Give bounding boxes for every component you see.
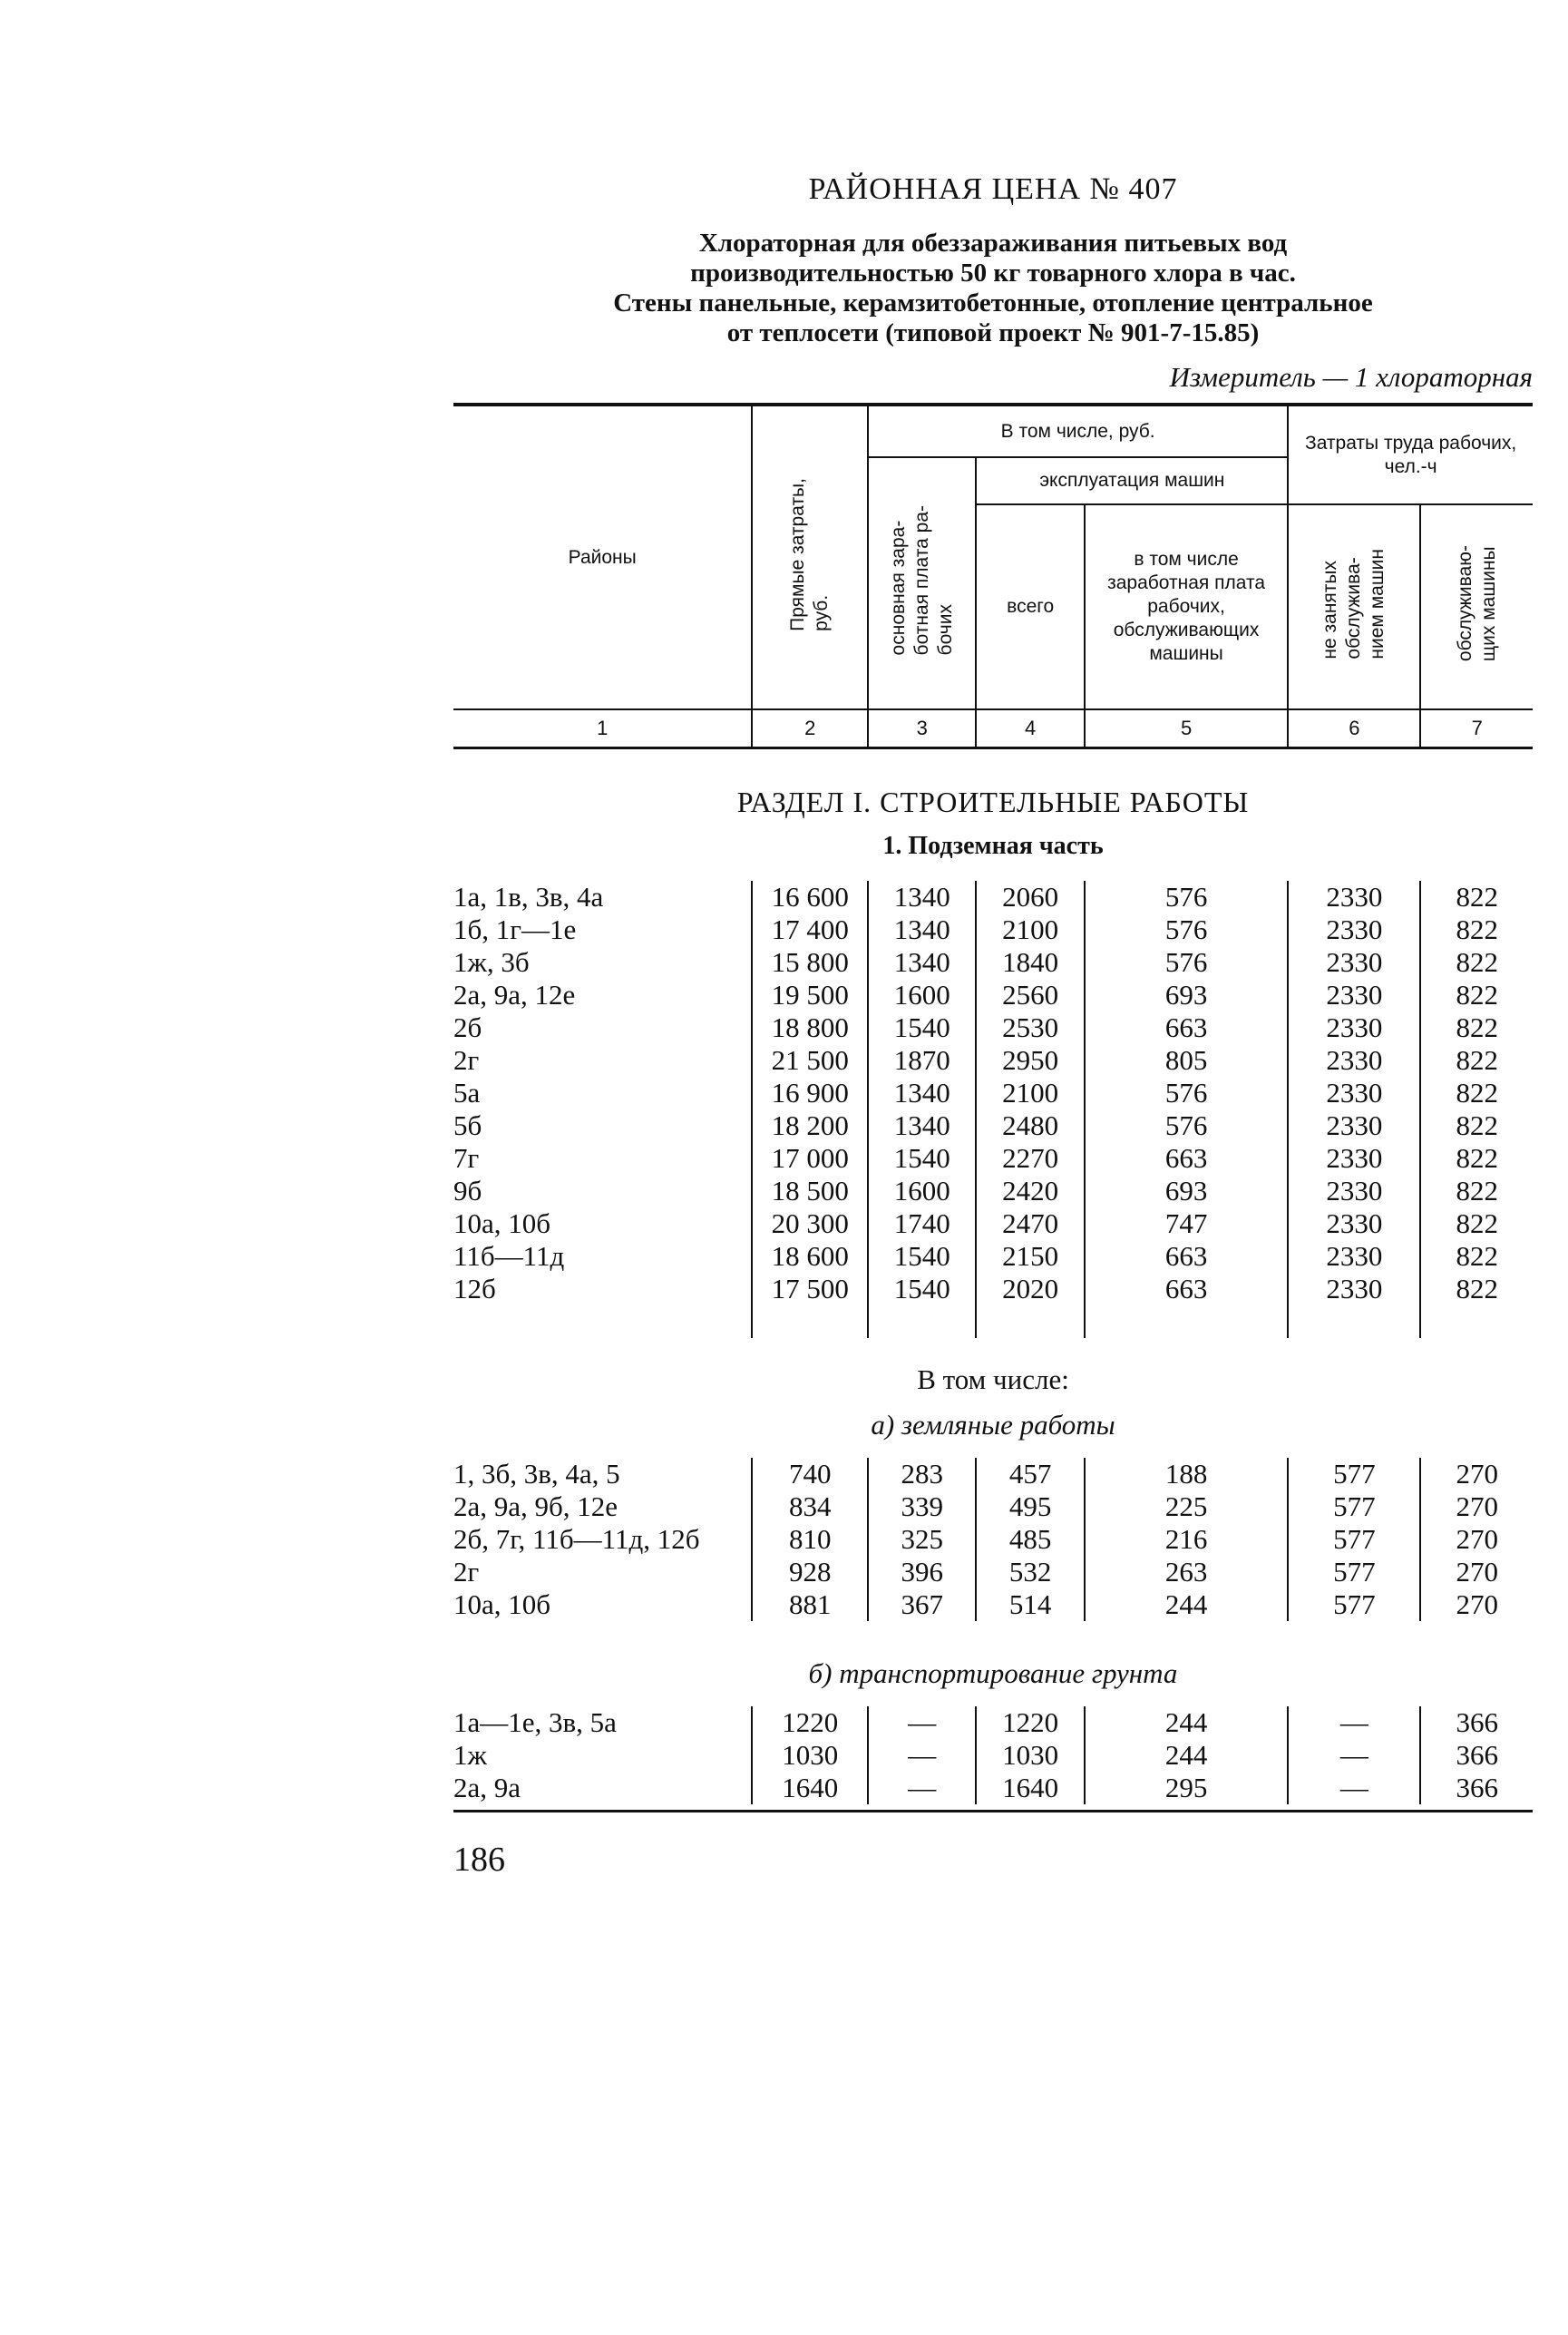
page-number: 186 [453,1841,505,1879]
value-cell: 366 [1420,1739,1533,1772]
value-cell: 576 [1085,913,1288,946]
value-cell: 2480 [976,1109,1084,1142]
table-row [453,913,1533,946]
value-cell: 1840 [976,946,1084,979]
value-cell: 1740 [868,1207,976,1240]
value-cell: 339 [868,1490,976,1523]
region-cell: 1б, 1г—1е [453,913,577,945]
header-labor-costs: Затраты труда рабочих, чел.-ч [1288,406,1533,504]
value-cell: — [868,1706,976,1739]
value-cell: 2530 [976,1011,1084,1044]
value-cell: 1340 [868,1109,976,1142]
value-cell: 2330 [1288,1240,1420,1273]
region-cell: 1ж, 3б [453,946,530,978]
value-cell: 576 [1085,946,1288,979]
col-number: 2 [752,709,868,748]
value-cell: 1540 [868,1240,976,1273]
value-cell: 2020 [976,1273,1084,1305]
value-cell: — [1288,1772,1420,1804]
value-cell: 822 [1420,1175,1533,1207]
table-row [453,1273,1533,1305]
value-cell: 2100 [976,913,1084,946]
value-cell: 693 [1085,979,1288,1011]
value-cell: 822 [1420,1142,1533,1175]
header-basic-wages: основная зара- ботная плата ра- бочих [868,457,976,709]
region-cell: 1а, 1в, 3в, 4а [453,881,604,913]
value-cell: 244 [1085,1739,1288,1772]
table-row [453,1240,1533,1273]
value-cell: 822 [1420,881,1533,913]
value-cell: 18 600 [752,1240,868,1273]
value-cell: 576 [1085,1077,1288,1109]
value-cell: 225 [1085,1490,1288,1523]
value-cell: 693 [1085,1175,1288,1207]
value-cell: 822 [1420,1207,1533,1240]
section-title: РАЗДЕЛ I. СТРОИТЕЛЬНЫЕ РАБОТЫ [736,786,1250,818]
table-row [453,1207,1533,1240]
table-row [453,979,1533,1011]
value-cell: 2060 [976,881,1084,913]
value-cell: 15 800 [752,946,868,979]
meter-unit: Измеритель — 1 хлораторная [1169,361,1533,393]
value-cell: 822 [1420,913,1533,946]
value-cell: 822 [1420,1044,1533,1077]
table-row [453,1175,1533,1207]
table-row [453,881,1533,913]
value-cell: 270 [1420,1490,1533,1523]
table-row [453,1588,1533,1621]
value-cell: 822 [1420,1240,1533,1273]
table-row [453,1772,1533,1804]
value-cell: 822 [1420,979,1533,1011]
table-row [453,1523,1533,1556]
value-cell: 2330 [1288,1109,1420,1142]
description-line: производительностью 50 кг товарного хлора в час. [690,259,1296,288]
region-cell: 2а, 9а, 12е [453,979,576,1011]
earthworks-table [453,1458,1533,1621]
value-cell: 822 [1420,946,1533,979]
value-cell: 577 [1288,1458,1420,1490]
value-cell: 20 300 [752,1207,868,1240]
value-cell: 2330 [1288,946,1420,979]
table-row [453,1011,1533,1044]
region-cell: 1а—1е, 3в, 5а [453,1706,617,1738]
value-cell: — [1288,1739,1420,1772]
value-cell: 366 [1420,1706,1533,1739]
region-cell: 1ж [453,1739,487,1771]
value-cell: 881 [752,1588,868,1621]
value-cell: 1870 [868,1044,976,1077]
description-line: Хлораторная для обеззараживания питьевых вод [698,229,1288,258]
value-cell: 270 [1420,1556,1533,1588]
value-cell: 1540 [868,1011,976,1044]
col-number: 1 [453,709,752,748]
table-row [453,1556,1533,1588]
value-cell: 2330 [1288,1044,1420,1077]
value-cell: — [868,1739,976,1772]
value-cell: — [868,1772,976,1804]
region-cell: 2а, 9а [453,1772,521,1803]
value-cell: 1340 [868,881,976,913]
object-description [453,229,1533,348]
value-cell: 18 500 [752,1175,868,1207]
value-cell: 663 [1085,1273,1288,1305]
col-number: 3 [868,709,976,748]
value-cell: 577 [1288,1556,1420,1588]
description-line: Стены панельные, керамзитобетонные, отопление центральное [613,288,1373,318]
value-cell: 1220 [752,1706,868,1739]
value-cell: 1640 [752,1772,868,1804]
value-cell: 663 [1085,1142,1288,1175]
header-serving: обслуживаю- щих машины [1420,504,1533,709]
value-cell: 2950 [976,1044,1084,1077]
value-cell: 270 [1420,1588,1533,1621]
value-cell: 2330 [1288,1175,1420,1207]
value-cell: 576 [1085,1109,1288,1142]
value-cell: 805 [1085,1044,1288,1077]
value-cell: 928 [752,1556,868,1588]
value-cell: 270 [1420,1458,1533,1490]
value-cell: 2270 [976,1142,1084,1175]
header-total: всего [976,504,1084,709]
col-number: 5 [1085,709,1288,748]
col-number: 7 [1420,709,1533,748]
earthworks-title: а) земляные работы [871,1409,1115,1441]
bottom-rule [453,1810,1533,1812]
value-cell: 457 [976,1458,1084,1490]
transport-table [453,1706,1533,1804]
region-cell: 9б [453,1175,482,1207]
including-label: В том числе: [917,1363,1069,1395]
transport-title: б) транспортирование грунта [808,1657,1178,1689]
table-row [453,1142,1533,1175]
header-regions: Районы [453,406,752,709]
col-number: 6 [1288,709,1420,748]
value-cell: 295 [1085,1772,1288,1804]
table-row [453,1739,1533,1772]
value-cell: 2330 [1288,1011,1420,1044]
value-cell: 822 [1420,1273,1533,1305]
value-cell: 366 [1420,1772,1533,1804]
value-cell: 822 [1420,1109,1533,1142]
value-cell: 2330 [1288,1077,1420,1109]
value-cell: 1340 [868,946,976,979]
value-cell: 1030 [976,1739,1084,1772]
value-cell: 17 400 [752,913,868,946]
value-cell: 325 [868,1523,976,1556]
table-row [453,1706,1533,1739]
value-cell: 367 [868,1588,976,1621]
value-cell: 747 [1085,1207,1288,1240]
value-cell: 2420 [976,1175,1084,1207]
value-cell: 2330 [1288,1207,1420,1240]
col-number: 4 [976,709,1084,748]
value-cell: 21 500 [752,1044,868,1077]
value-cell: 16 600 [752,881,868,913]
value-cell: 17 000 [752,1142,868,1175]
region-cell: 1, 3б, 3в, 4а, 5 [453,1458,620,1490]
value-cell: 2330 [1288,979,1420,1011]
value-cell: 576 [1085,881,1288,913]
value-cell: 2330 [1288,913,1420,946]
value-cell: 2330 [1288,881,1420,913]
region-cell: 2б, 7г, 11б—11д, 12б [453,1523,700,1555]
value-cell: 1640 [976,1772,1084,1804]
value-cell: 1600 [868,979,976,1011]
value-cell: 514 [976,1588,1084,1621]
value-cell: 485 [976,1523,1084,1556]
region-cell: 2б [453,1011,482,1043]
value-cell: 2100 [976,1077,1084,1109]
value-cell: 270 [1420,1523,1533,1556]
page-title: РАЙОННАЯ ЦЕНА № 407 [808,172,1178,206]
region-cell: 7г [453,1142,480,1174]
value-cell: — [1288,1706,1420,1739]
value-cell: 216 [1085,1523,1288,1556]
value-cell: 18 800 [752,1011,868,1044]
value-cell: 834 [752,1490,868,1523]
region-cell: 5б [453,1109,482,1141]
description-line: от теплосети (типовой проект № 901-7-15.85) [726,318,1260,347]
region-cell: 10а, 10б [453,1588,551,1620]
value-cell: 810 [752,1523,868,1556]
region-cell: 5а [453,1077,481,1109]
value-cell: 16 900 [752,1077,868,1109]
value-cell: 495 [976,1490,1084,1523]
value-cell: 1030 [752,1739,868,1772]
table-row [453,1109,1533,1142]
value-cell: 1600 [868,1175,976,1207]
value-cell: 244 [1085,1588,1288,1621]
value-cell: 577 [1288,1490,1420,1523]
value-cell: 663 [1085,1011,1288,1044]
value-cell: 283 [868,1458,976,1490]
value-cell: 263 [1085,1556,1288,1588]
header-direct-costs: Прямые затраты, руб. [752,406,868,709]
value-cell: 740 [752,1458,868,1490]
region-cell: 10а, 10б [453,1207,551,1239]
value-cell: 19 500 [752,979,868,1011]
underground-table [453,881,1533,1338]
value-cell: 17 500 [752,1273,868,1305]
value-cell: 1540 [868,1273,976,1305]
table-row [453,1490,1533,1523]
table-row [453,1458,1533,1490]
table-row [453,1077,1533,1109]
value-cell: 2470 [976,1207,1084,1240]
region-cell: 11б—11д [453,1240,565,1272]
region-cell: 2г [453,1044,480,1076]
header-machine-wages: в том числе заработная плата рабочих, обслуживающих машины [1085,504,1288,709]
value-cell: 663 [1085,1240,1288,1273]
part-title: 1. Подземная часть [882,832,1104,860]
value-cell: 1340 [868,1077,976,1109]
value-cell: 244 [1085,1706,1288,1739]
value-cell: 2560 [976,979,1084,1011]
value-cell: 1220 [976,1706,1084,1739]
value-cell: 2330 [1288,1142,1420,1175]
region-cell: 12б [453,1273,496,1304]
value-cell: 577 [1288,1523,1420,1556]
value-cell: 18 200 [752,1109,868,1142]
value-cell: 2150 [976,1240,1084,1273]
value-cell: 577 [1288,1588,1420,1621]
header-machine-operation: эксплуатация машин [976,457,1288,504]
table-row [453,1044,1533,1077]
value-cell: 2330 [1288,1273,1420,1305]
value-cell: 822 [1420,1011,1533,1044]
header-not-serving: не занятых обслужива- нием машин [1288,504,1420,709]
value-cell: 396 [868,1556,976,1588]
region-cell: 2г [453,1556,480,1588]
table-header [453,406,1533,749]
value-cell: 1340 [868,913,976,946]
region-cell: 2а, 9а, 9б, 12е [453,1490,618,1522]
value-cell: 822 [1420,1077,1533,1109]
value-cell: 188 [1085,1458,1288,1490]
header-including: В том числе, руб. [868,406,1288,457]
value-cell: 532 [976,1556,1084,1588]
table-row-spacer [453,1305,1533,1338]
table-row [453,946,1533,979]
value-cell: 1540 [868,1142,976,1175]
document-page [453,172,1533,1880]
